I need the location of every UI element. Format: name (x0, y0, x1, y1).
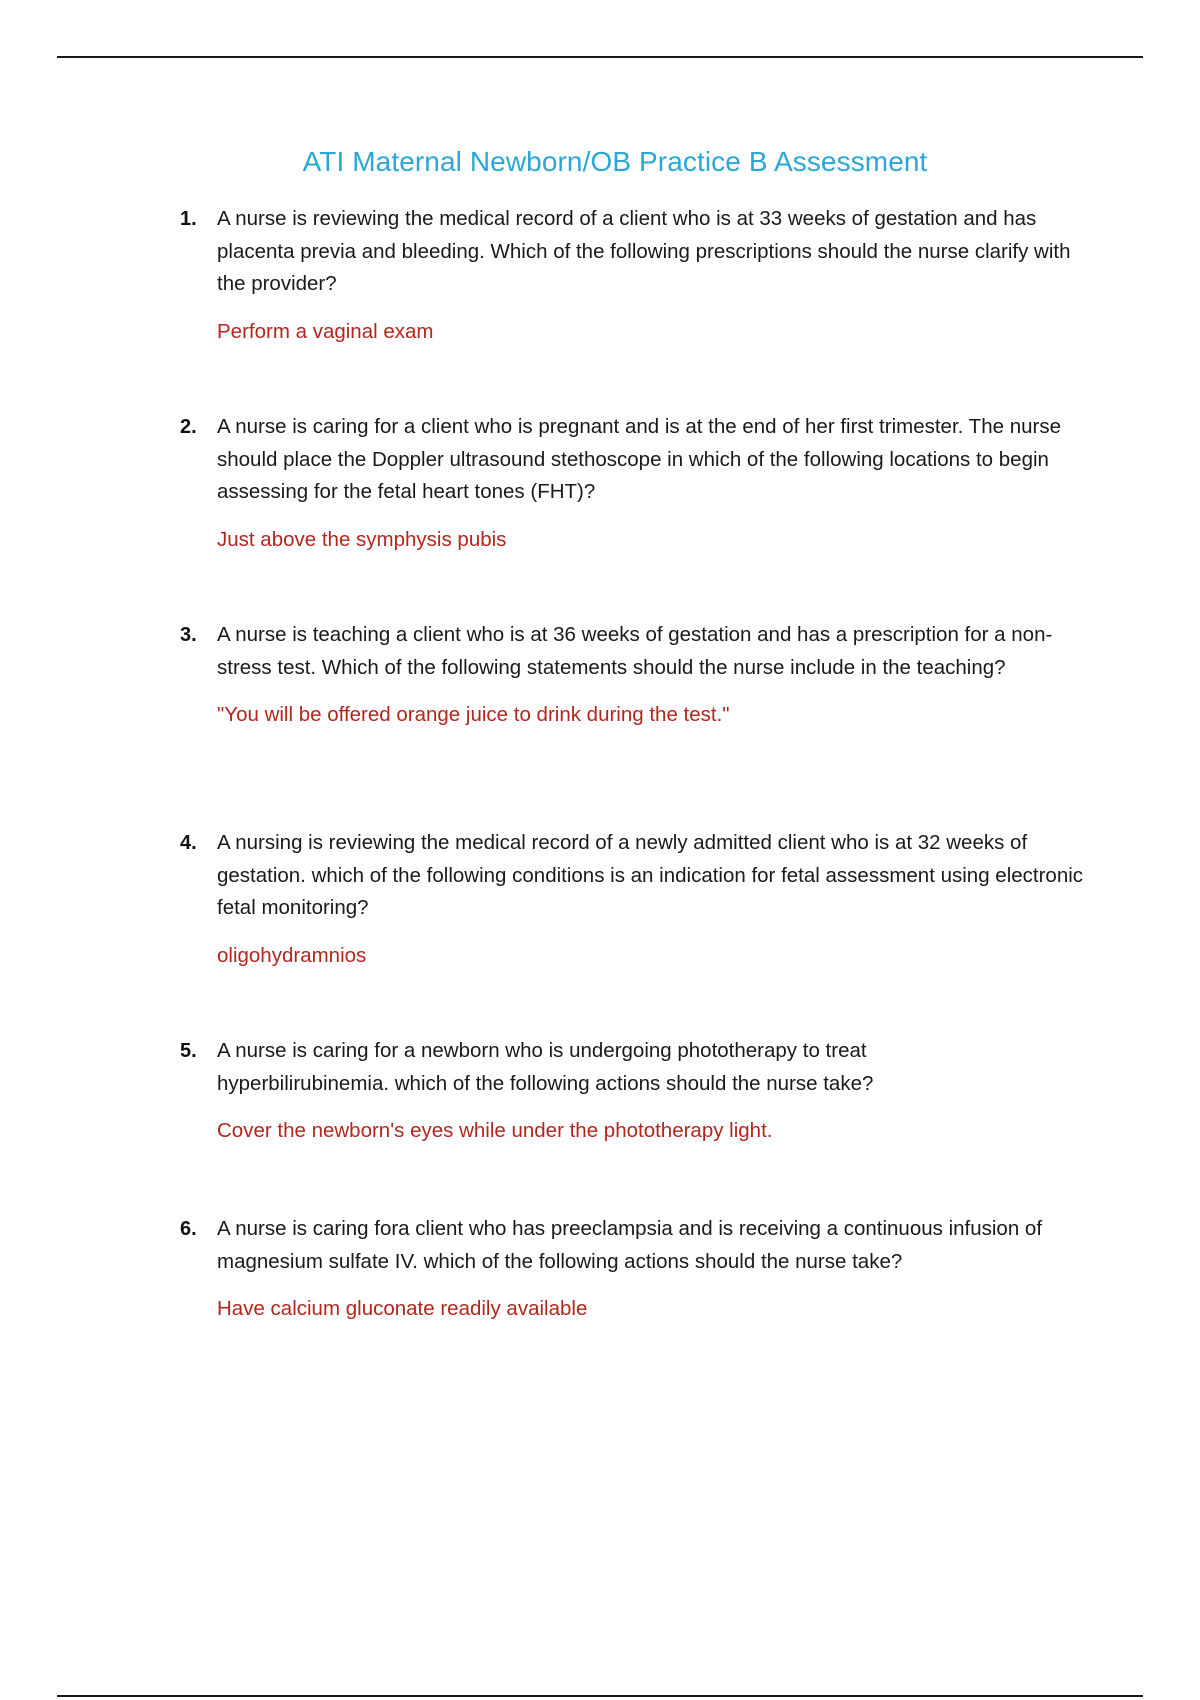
question-item-3 (180, 619, 1080, 731)
answer-text: Have calcium gluconate readily available (217, 1297, 588, 1320)
question-text: A nurse is caring for a client who is pregnant and is at the end of her first trimester. The nurse should place the Doppler ultrasound stethoscope in which of the following locations to begin assessing for the fetal heart tones (FHT)? (217, 415, 1061, 503)
question-item-1 (180, 203, 1095, 348)
page-title: ATI Maternal Newborn/OB Practice B Assessment (302, 146, 928, 177)
question-item-2 (180, 411, 1095, 556)
question-number: 4. (180, 832, 197, 854)
question-number: 1. (180, 208, 197, 230)
answer-text: Cover the newborn's eyes while under the phototherapy light. (217, 1119, 773, 1142)
bottom-rule (57, 1695, 1143, 1697)
answer-text: "You will be offered orange juice to drink during the test." (217, 703, 730, 726)
question-text: A nurse is caring fora client who has preeclampsia and is receiving a continuous infusion of magnesium sulfate IV. which of the following actions should the nurse take? (217, 1217, 1043, 1273)
question-item-6 (180, 1213, 1095, 1325)
question-text: A nurse is teaching a client who is at 36 weeks of gestation and has a prescription for a non-stress test. Which of the following statements should the nurse include in the teaching? (217, 623, 1053, 679)
top-rule (57, 56, 1143, 58)
question-number: 2. (180, 416, 197, 438)
question-text: A nurse is reviewing the medical record of a client who is at 33 weeks of gestation and has placenta previa and bleeding. Which of the following prescriptions should the nurse clarify with the provider? (217, 207, 1071, 295)
question-text: A nurse is caring for a newborn who is undergoing phototherapy to treat hyperbilirubinemia. which of the following actions should the nurse take? (217, 1039, 874, 1095)
question-item-4 (180, 827, 1100, 972)
question-text: A nursing is reviewing the medical record of a newly admitted client who is at 32 weeks of gestation. which of the following conditions is an indication for fetal assessment using electronic fetal monitoring? (217, 831, 1084, 919)
question-item-5 (180, 1035, 970, 1147)
question-number: 6. (180, 1218, 197, 1240)
question-number: 5. (180, 1040, 197, 1062)
question-number: 3. (180, 624, 197, 646)
answer-text: oligohydramnios (217, 943, 367, 967)
answer-text: Just above the symphysis pubis (217, 527, 507, 551)
answer-text: Perform a vaginal exam (217, 319, 434, 343)
